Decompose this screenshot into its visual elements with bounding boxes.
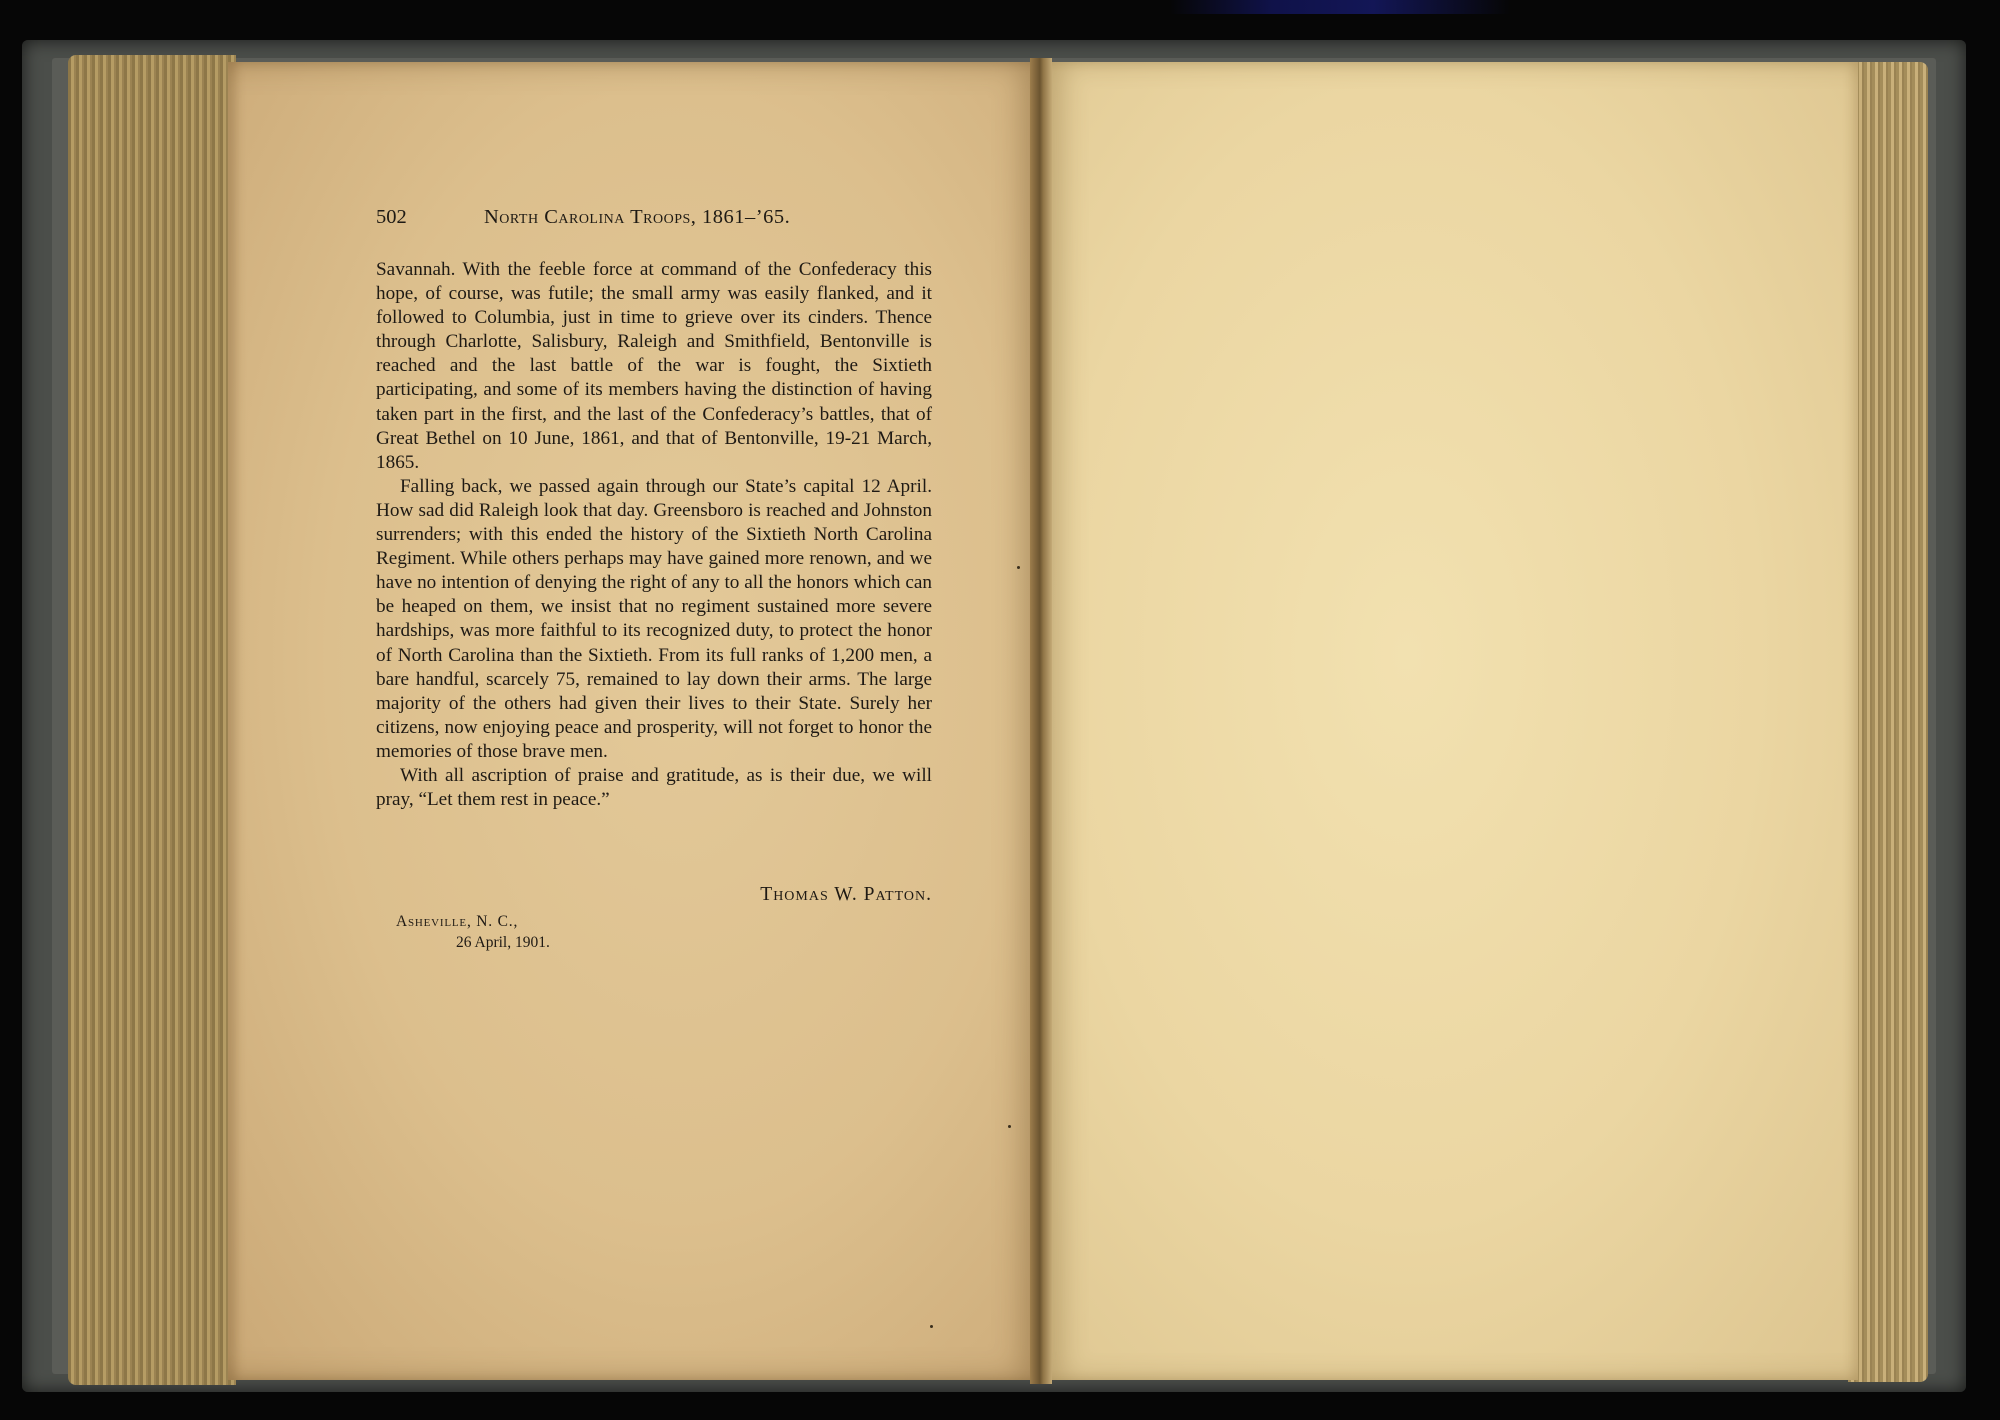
running-head: North Carolina Troops, 1861–’65. [484,206,791,228]
paper-speck [1017,566,1020,569]
place-line: Asheville, N. C., [396,913,519,930]
date-line: 26 April, 1901. [456,934,550,951]
scanner-mark [1170,0,1510,14]
body-text [376,258,932,812]
paragraph-3: With all ascription of praise and gratitude, as is their due, we will pray, “Let them rest in peace.” [376,764,932,811]
page-header [376,206,932,236]
book-gutter [1030,58,1052,1384]
signature: Thomas W. Patton. [760,884,932,905]
paper-speck [930,1325,933,1328]
page-number: 502 [376,206,407,228]
paper-speck [1008,1125,1011,1128]
paragraph-1: Savannah. With the feeble force at command of the Confederacy this hope, of course, was futile; the small army was easily flanked, and it followed to Columbia, just in time to grieve over its cinders. Thence through Charlotte, Salisbury, Raleigh and Smithfield, Bentonville is reached and the last battle of the war is fought, the Sixtieth participating, and some of its members having the distinction of having taken part in the first, and the last of the Confederacy’s battles, that of Great Bethel on 10 June, 1861, and that of Bentonville, 19-21 March, 1865. [376,259,932,473]
paragraph-2: Falling back, we passed again through our State’s capital 12 April. How sad did Raleigh look that day. Greensboro is reached and Johnston surrenders; with this ended the history of the Sixtieth North Carolina Regiment. While others perhaps may have gained more renown, and we have no intention of denying the right of any to all the honors which can be heaped on them, we insist that no regiment sustained more severe hardships, was more faithful to its recognized duty, to protect the honor of North Carolina than the Sixtieth. From its full ranks of 1,200 men, a bare handful, scarcely 75, remained to lay down their arms. The large majority of the others had given their lives to their State. Surely her citizens, now enjoying peace and prosperity, will not forget to honor the memories of those brave men. [376,475,932,762]
right-page-edges [1848,62,1928,1382]
right-page-blank [1040,62,1858,1380]
left-page-edges [68,55,236,1385]
